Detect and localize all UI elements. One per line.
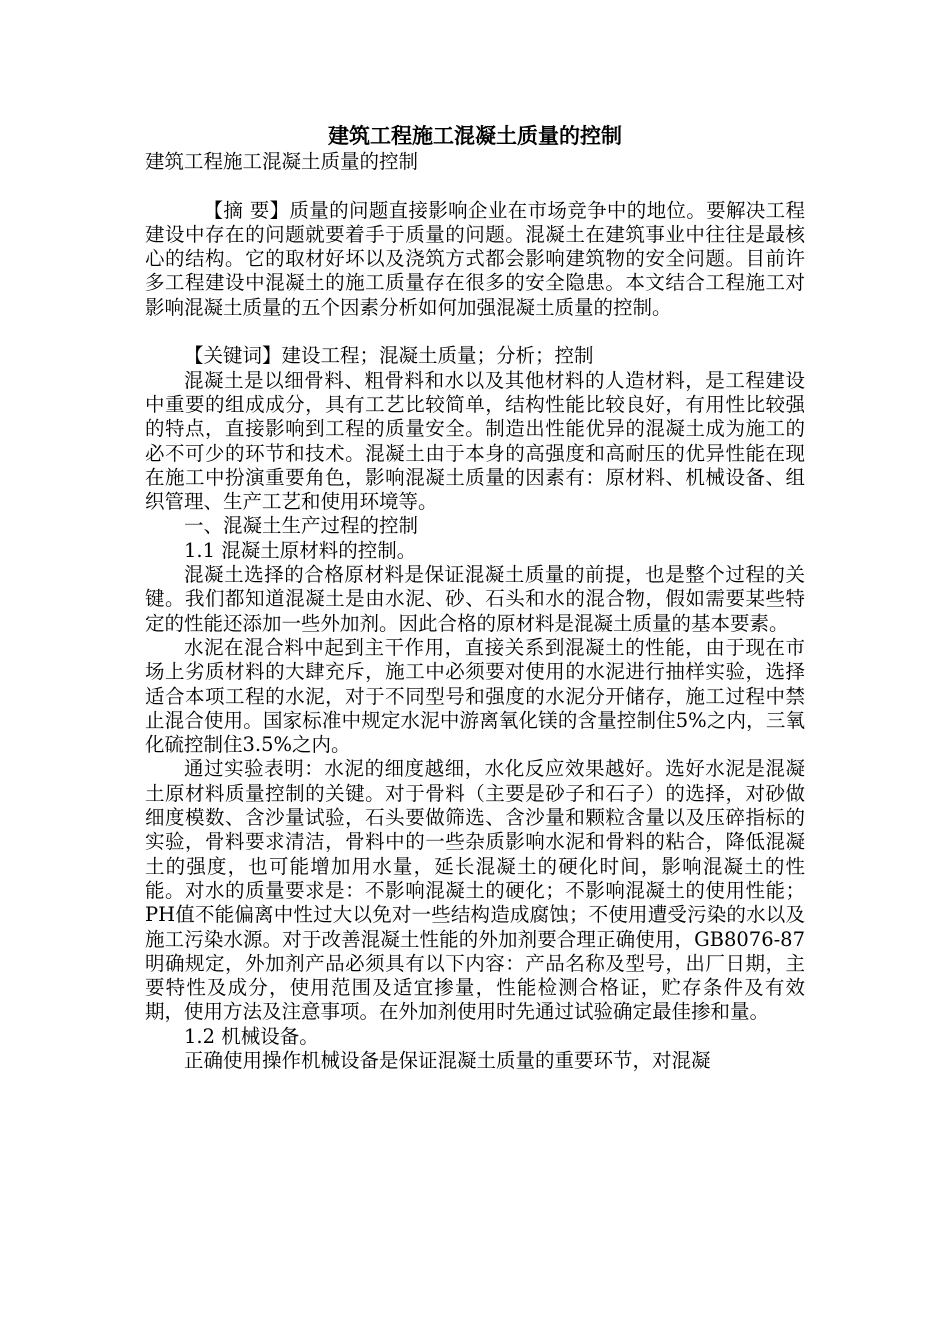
blank-line [145, 174, 805, 198]
body-paragraph: 通过实验表明：水泥的细度越细，水化反应效果越好。选好水泥是混凝土原材料质量控制的关键。对于骨料（主要是砂子和石子）的选择，对砂做细度模数、含沙量试验，石头要做筛选、含沙量和颗粒含量以及压碎指标的实验，骨料要求清洁，骨料中的一些杂质影响水泥和骨料的粘合，降低混凝土的强度，也可能增加用水量，延长混凝土的硬化时间，影响混凝土的性能。对水的质量要求是：不影响混凝土的硬化；不影响混凝土的使用性能；PH值不能偏离中性过大以免对一些结构造成腐蚀；不使用遭受污染的水以及施工污染水源。对于改善混凝土性能的外加剂要合理正确使用，GB8076-87明确规定，外加剂产品必须具有以下内容：产品名称及型号，出厂日期，主要特性及成分，使用范围及适宜掺量，性能检测合格证，贮存条件及有效期，使用方法及注意事项。在外加剂使用时先通过试验确定最佳掺和量。 [145, 757, 805, 1024]
document-body [145, 150, 805, 1073]
abstract-paragraph: 【摘 要】质量的问题直接影响企业在市场竞争中的地位。要解决工程建设中存在的问题就要着手于质量的问题。混凝土在建筑事业中往往是最核心的结构。它的取材好坏以及浇筑方式都会影响建筑物的安全问题。目前许多工程建设中混凝土的施工质量存在很多的安全隐患。本文结合工程施工对影响混凝土质量的五个因素分析如何加强混凝土质量的控制。 [145, 198, 805, 319]
body-paragraph: 正确使用操作机械设备是保证混凝土质量的重要环节，对混凝 [184, 1048, 711, 1072]
body-paragraph: 水泥在混合料中起到主干作用，直接关系到混凝土的性能，由于现在市场上劣质材料的大肆充斥，施工中必须要对使用的水泥进行抽样实验，选择适合本项工程的水泥，对于不同型号和强度的水泥分开储存，施工过程中禁止混合使用。国家标准中规定水泥中游离氧化镁的含量控制住5%之内，三氧化硫控制住3.5%之内。 [145, 635, 805, 757]
document-title: 建筑工程施工混凝土质量的控制 [328, 124, 622, 148]
document-subtitle: 建筑工程施工混凝土质量的控制 [145, 150, 419, 173]
body-paragraph: 混凝土选择的合格原材料是保证混凝土质量的前提，也是整个过程的关键。我们都知道混凝土是由水泥、砂、石头和水的混合物，假如需要某些特定的性能还添加一些外加剂。因此合格的原材料是混凝土质量的基本要素。 [145, 563, 805, 635]
body-paragraph: 混凝土是以细骨料、粗骨料和水以及其他材料的人造材料，是工程建设中重要的组成成分，具有工艺比较简单，结构性能比较良好，有用性比较强的特点，直接影响到工程的质量安全。制造出性能优异的混凝土成为施工的必不可少的环节和技术。混凝土由于本身的高强度和高耐压的优异性能在现在施工中扮演重要角色，影响混凝土质量的因素有：原材料、机械设备、组织管理、生产工艺和使用环境等。 [145, 368, 805, 514]
keywords-line: 【关键词】建设工程；混凝土质量；分析；控制 [184, 344, 594, 368]
section-heading: 一、混凝土生产过程的控制 [184, 514, 419, 538]
subsection-heading: 1.1 混凝土原材料的控制。 [184, 538, 417, 562]
subsection-heading: 1.2 机械设备。 [184, 1024, 319, 1048]
blank-line [145, 320, 805, 344]
